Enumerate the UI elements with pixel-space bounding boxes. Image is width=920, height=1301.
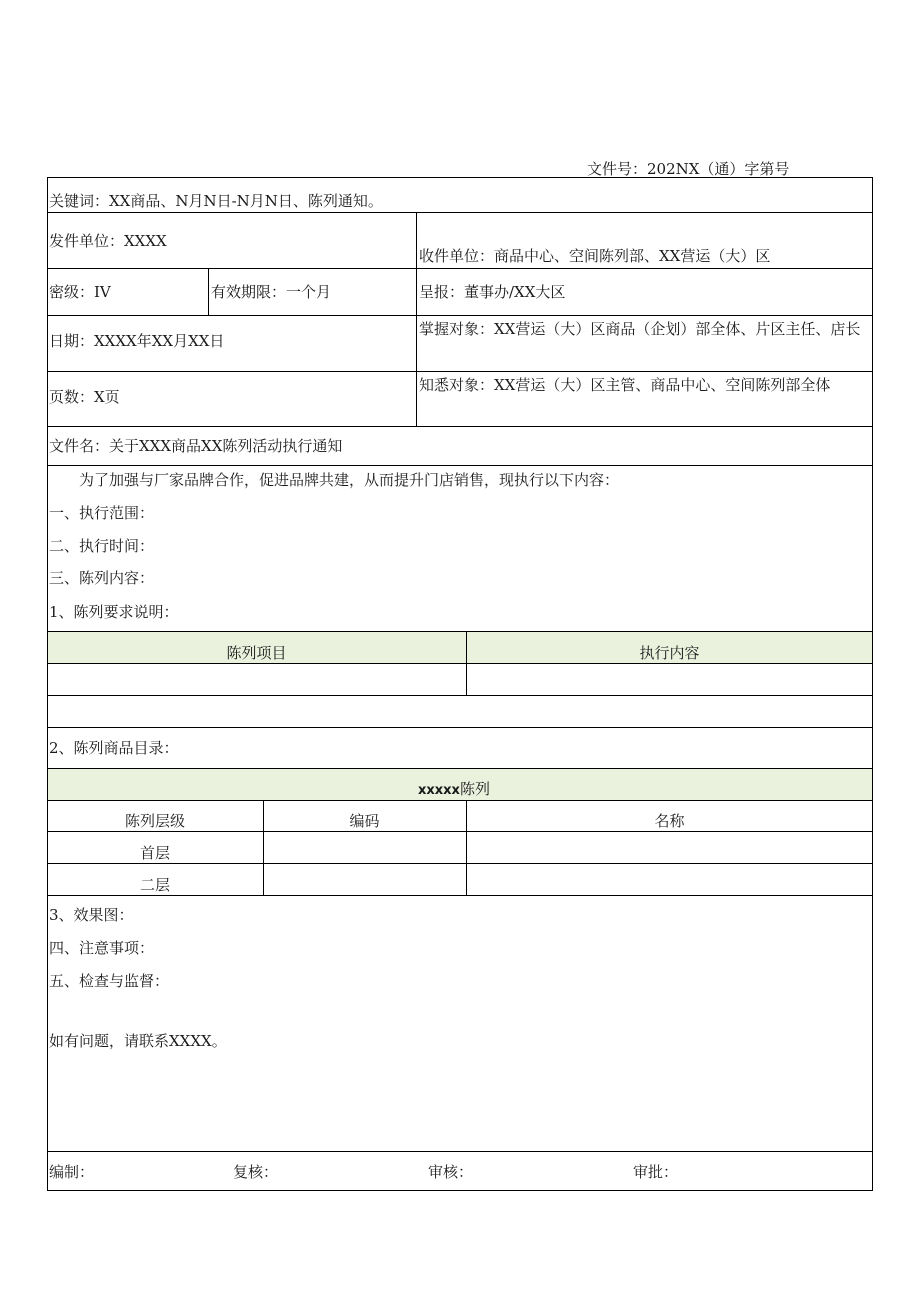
column-divider <box>208 268 209 315</box>
catalog-row-level: 首层 <box>139 844 170 862</box>
row-divider <box>47 268 873 269</box>
catalog-col-name: 名称 <box>654 812 685 830</box>
column-divider <box>466 631 467 695</box>
row-divider <box>47 768 873 769</box>
catalog-row-level: 二层 <box>139 876 170 894</box>
keywords: 关键词：XX商品、N月N日-N月N日、陈列通知。 <box>49 192 383 210</box>
page-count: 页数：X页 <box>49 388 120 406</box>
column-divider <box>416 212 417 426</box>
signature-editor: 编制： <box>49 1163 95 1181</box>
row-divider <box>47 465 873 466</box>
section-inspection: 五、检查与监督： <box>49 972 170 990</box>
display-requirements-heading: 1、陈列要求说明： <box>49 603 179 621</box>
catalog-title <box>418 779 490 801</box>
row-divider <box>47 895 873 896</box>
signature-approver: 审批： <box>633 1163 679 1181</box>
requirements-col-item: 陈列项目 <box>226 644 287 662</box>
contact-note: 如有问题，请联系XXXX。 <box>49 1032 227 1050</box>
catalog-col-code: 编码 <box>349 812 380 830</box>
signature-reviewer: 复核： <box>233 1163 279 1181</box>
catalog-heading: 2、陈列商品目录： <box>49 739 179 757</box>
catalog-col-level: 陈列层级 <box>124 812 185 830</box>
row-divider <box>47 863 873 864</box>
report-to: 呈报：董事办/XX大区 <box>419 283 566 301</box>
file-name: 文件名：关于XXX商品XX陈列活动执行通知 <box>49 437 343 455</box>
section-time: 二、执行时间： <box>49 537 155 555</box>
date: 日期：XXXX年XX月XX日 <box>49 332 225 350</box>
section-content: 三、陈列内容： <box>49 569 155 587</box>
row-divider <box>47 426 873 427</box>
aware-target: 知悉对象：XX营运（大）区主管、商品中心、空间陈列部全体 <box>419 376 831 394</box>
row-divider <box>47 727 873 728</box>
signature-auditor: 审核： <box>428 1163 474 1181</box>
section-scope: 一、执行范围： <box>49 504 155 522</box>
issuing-unit: 发件单位：XXXX <box>49 232 167 250</box>
grasp-target: 掌握对象：XX营运（大）区商品（企划）部全体、片区主任、店长 <box>419 320 861 338</box>
row-divider <box>47 631 873 632</box>
catalog-title-prefix: xxxxx <box>418 783 460 798</box>
row-divider <box>47 212 873 213</box>
effect-image-heading: 3、效果图： <box>49 906 134 924</box>
intro-paragraph: 为了加强与厂家品牌合作，促进品牌共建，从而提升门店销售，现执行以下内容： <box>79 471 620 489</box>
document-number: 文件号：202NX（通）字第号 <box>587 160 790 178</box>
row-divider <box>47 695 873 696</box>
secret-level: 密级：IV <box>49 283 111 301</box>
validity-period: 有效期限：一个月 <box>211 283 332 301</box>
row-divider <box>47 1151 873 1152</box>
row-divider <box>47 831 873 832</box>
catalog-title-suffix: 陈列 <box>459 780 490 798</box>
row-divider <box>47 663 873 664</box>
receiving-unit: 收件单位：商品中心、空间陈列部、XX营运（大）区 <box>419 247 771 265</box>
section-notes: 四、注意事项： <box>49 939 155 957</box>
requirements-col-content: 执行内容 <box>639 644 700 662</box>
